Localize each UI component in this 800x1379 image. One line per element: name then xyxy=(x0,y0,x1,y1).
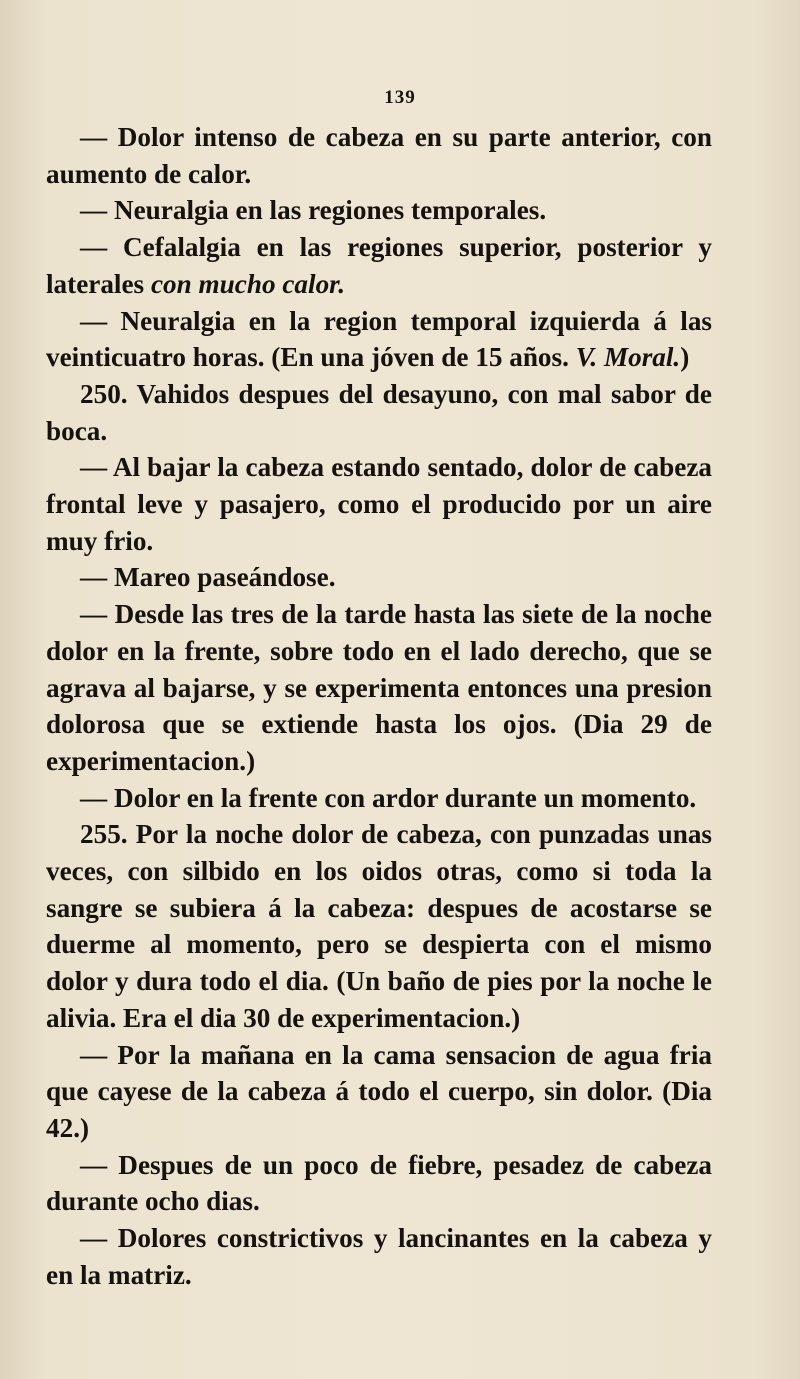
paragraph-3 xyxy=(46,229,712,302)
paragraph-text: 250. Vahidos despues del desayuno, con mal sabor de boca. xyxy=(46,378,712,446)
paragraph-7 xyxy=(46,559,712,596)
body-text xyxy=(46,119,712,1294)
paragraph-text: — Cefalalgia en las regiones superior, posterior y laterales xyxy=(46,232,712,299)
paragraph-text: — Mareo paseándose. xyxy=(80,562,336,593)
paragraph-text: — Despues de un poco de fiebre, pesadez de cabeza durante ocho dias. xyxy=(46,1149,712,1217)
paragraph-text-after: ) xyxy=(680,342,690,373)
paragraph-text: — Dolores constrictivos y lancinantes en la cabeza y en la matriz. xyxy=(46,1223,712,1290)
paragraph-2 xyxy=(46,192,712,229)
paragraph-text: — Dolor en la frente con ardor durante un momento. xyxy=(80,782,697,813)
paragraph-text: — Desde las tres de la tarde hasta las siete de la noche dolor en la frente, sobre todo en el lado derecho, que se agrava al bajarse, y se experimenta entonces una presion dolorosa que se extiende hasta los ojos. (Dia 29 de experimentacion.) xyxy=(46,599,712,776)
paragraph-text: — Neuralgia en las regiones temporales. xyxy=(80,195,547,226)
paragraph-italic: con mucho calor. xyxy=(150,268,346,299)
paragraph-6 xyxy=(46,449,712,559)
paragraph-11 xyxy=(46,1037,712,1147)
paragraph-5 xyxy=(46,376,712,449)
paragraph-text: — Dolor intenso de cabeza en su parte anterior, con aumento de calor. xyxy=(46,122,712,189)
paragraph-text: — Al bajar la cabeza estando sentado, dolor de cabeza frontal leve y pasajero, como el producido por un aire muy frio. xyxy=(46,452,712,556)
paragraph-8 xyxy=(46,596,712,780)
paragraph-text: — Por la mañana en la cama sensacion de agua fria que cayese de la cabeza á todo el cuerpo, sin dolor. (Dia 42.) xyxy=(46,1039,712,1143)
paragraph-13 xyxy=(46,1220,712,1293)
paragraph-text: 255. Por la noche dolor de cabeza, con punzadas unas veces, con silbido en los oidos otras, como si toda la sangre se subiera á la cabeza: despues de acostarse se duerme al momento, pero se despierta con el mismo dolor y dura todo el dia. (Un baño de pies por la noche le alivia. Era el dia 30 de experimentacion.) xyxy=(46,819,712,1033)
paragraph-12 xyxy=(46,1147,712,1220)
paragraph-9 xyxy=(46,780,712,817)
page-number: 139 xyxy=(384,87,416,108)
paragraph-4 xyxy=(46,303,712,376)
paragraph-italic: V. Moral. xyxy=(575,342,681,373)
paragraph-1 xyxy=(46,119,712,192)
paragraph-text: — Neuralgia en la region temporal izquierda á las veinticuatro horas. (En una jóven de 15 años. xyxy=(46,305,712,373)
paragraph-10 xyxy=(46,816,712,1036)
